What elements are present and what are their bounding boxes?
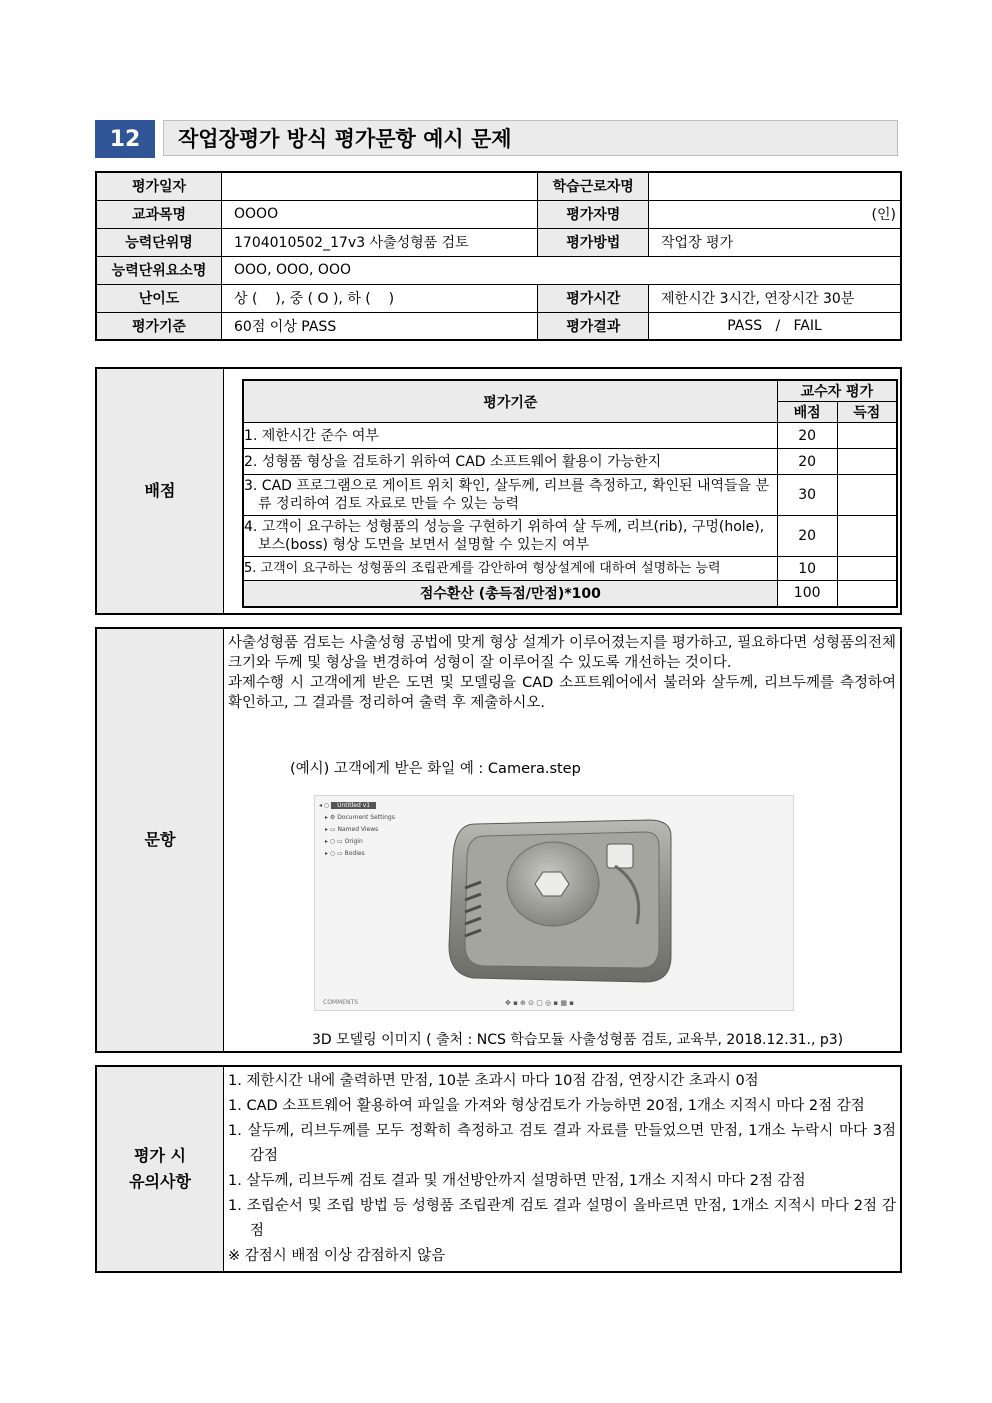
list-item: 1. 조립순서 및 조립 방법 등 성형품 조립관계 검토 결과 설명이 올바르면 만점, 1개소 지적시 마다 2점 감점 <box>228 1198 896 1239</box>
scoring-section <box>95 367 902 615</box>
tree-item-label: Named Views <box>337 826 379 833</box>
unit-value: 1704010502_17v3 사출성형품 검토 <box>222 228 538 256</box>
criterion-text: 3. CAD 프로그램으로 게이트 위치 확인, 살두께, 리브를 측정하고, 확인된 내역들을 분류 정리하여 검토 자료로 만들 수 있는 능력 <box>243 475 777 516</box>
section-header <box>95 120 900 158</box>
evaluator-value: (인) <box>649 200 901 228</box>
score-header: 득점 <box>837 402 897 423</box>
notes-list <box>228 1069 896 1269</box>
criterion-score <box>837 449 897 475</box>
eval-date-label: 평가일자 <box>96 172 222 200</box>
table-row <box>243 516 897 557</box>
criteria-value: 60점 이상 PASS <box>222 312 538 340</box>
learner-value <box>649 172 901 200</box>
total-row <box>243 581 897 607</box>
criterion-score <box>837 516 897 557</box>
evaluator-label: 평가자명 <box>538 200 649 228</box>
total-label: 점수환산 (총득점/만점)*100 <box>243 581 777 607</box>
method-label: 평가방법 <box>538 228 649 256</box>
section-number: 12 <box>95 120 155 158</box>
result-value: PASS / FAIL <box>649 312 901 340</box>
total-points: 100 <box>777 581 837 607</box>
eval-date-value <box>222 172 538 200</box>
notes-section <box>95 1065 902 1273</box>
instructor-header: 교수자 평가 <box>777 380 897 402</box>
subject-value: OOOO <box>222 200 538 228</box>
cad-screenshot <box>314 795 794 1011</box>
notes-remark: ※ 감점시 배점 이상 감점하지 않음 <box>228 1248 446 1264</box>
criteria-label: 평가기준 <box>96 312 222 340</box>
tree-item: ▸ ○ ▭ Bodies <box>325 850 365 857</box>
example-file: (예시) 고객에게 받은 화일 예 : Camera.step <box>290 761 581 777</box>
time-value: 제한시간 3시간, 연장시간 30분 <box>649 284 901 312</box>
table-row <box>243 557 897 581</box>
difficulty-label: 난이도 <box>96 284 222 312</box>
scoring-table <box>242 379 898 608</box>
difficulty-value: 상 ( ), 중 ( O ), 하 ( ) <box>222 284 538 312</box>
total-score <box>837 581 897 607</box>
criterion-score <box>837 475 897 516</box>
question-section <box>95 627 902 1053</box>
result-label: 평가결과 <box>538 312 649 340</box>
list-item: 1. 살두께, 리브두께 검토 결과 및 개선방안까지 설명하면 만점, 1개소 지적시 마다 2점 감점 <box>228 1173 806 1189</box>
element-value: OOO, OOO, OOO <box>222 256 901 284</box>
tree-item: ▸ ○ ▭ Origin <box>325 838 363 845</box>
notes-label <box>97 1067 224 1271</box>
tree-item-label: Document Settings <box>337 814 395 821</box>
question-paragraph-1: 사출성형품 검토는 사출성형 공법에 맞게 형상 설계가 이루어졌는지를 평가하고, 필요하다면 성형품의전체 크기와 두께 및 형상을 변경하여 성형이 잘 이루어질 수 있도록 개선하는 것이다. <box>228 635 896 671</box>
table-row <box>243 449 897 475</box>
method-value: 작업장 평가 <box>649 228 901 256</box>
criterion-points: 20 <box>777 423 837 449</box>
tree-item: ▸ ▭ Named Views <box>325 826 379 833</box>
subject-label: 교과목명 <box>96 200 222 228</box>
learner-label: 학습근로자명 <box>538 172 649 200</box>
tree-item: ▸ ⚙ Document Settings <box>325 814 395 821</box>
question-label: 문항 <box>97 629 224 1051</box>
criterion-points: 30 <box>777 475 837 516</box>
page-title: 작업장평가 방식 평가문항 예시 문제 <box>163 120 898 156</box>
criterion-text: 4. 고객이 요구하는 성형품의 성능을 구현하기 위하여 살 두께, 리브(rib), 구멍(hole),보스(boss) 형상 도면을 보면서 설명할 수 있는지 여부 <box>243 516 777 557</box>
info-table <box>95 171 902 341</box>
image-caption: 3D 모델링 이미지 ( 출처 : NCS 학습모듈 사출성형품 검토, 교육부, 2018.12.31., p3) <box>312 1032 844 1048</box>
viewfinder-hole <box>607 844 633 868</box>
list-item: 1. 살두께, 리브두께를 모두 정확히 측정하고 검토 결과 자료를 만들었으면 만점, 1개소 누락시 마다 3점 감점 <box>228 1123 896 1164</box>
criterion-points: 10 <box>777 557 837 581</box>
viewport-toolbar[interactable]: ✥ ▪ ⊕ ⊙ ▢ ◎ ▪ ▦ ▪ <box>505 999 574 1007</box>
points-header: 배점 <box>777 402 837 423</box>
notes-label-line-1: 평가 시 <box>134 1146 186 1165</box>
list-item: 1. CAD 소프트웨어 활용하여 파일을 가져와 형상검토가 가능하면 20점, 1개소 지적시 마다 2점 감점 <box>228 1098 865 1114</box>
criteria-header: 평가기준 <box>243 380 777 423</box>
tree-root: ◂ ○ Untitled v1 <box>319 800 395 812</box>
question-text <box>228 633 896 713</box>
tree-item-label: Bodies <box>344 850 365 857</box>
camera-model <box>315 796 793 1010</box>
criterion-points: 20 <box>777 449 837 475</box>
table-row <box>243 423 897 449</box>
list-item: 1. 제한시간 내에 출력하면 만점, 10분 초과시 마다 10점 감점, 연장시간 초과시 0점 <box>228 1073 759 1089</box>
criterion-text: 2. 성형품 형상을 검토하기 위하여 CAD 소프트웨어 활용이 가능한지 <box>243 449 777 475</box>
comments-label: COMMENTS <box>323 999 359 1006</box>
element-label: 능력단위요소명 <box>96 256 222 284</box>
unit-label: 능력단위명 <box>96 228 222 256</box>
tree-item-label: Origin <box>344 838 363 845</box>
criterion-text: 5. 고객이 요구하는 성형품의 조립관계를 감안하여 형상설계에 대하여 설명하는 능력 <box>243 557 777 581</box>
doc-title: Untitled v1 <box>331 802 376 809</box>
scoring-label: 배점 <box>97 369 224 613</box>
notes-label-line-2: 유의사항 <box>129 1172 191 1191</box>
criterion-score <box>837 423 897 449</box>
criterion-text: 1. 제한시간 준수 여부 <box>243 423 777 449</box>
question-paragraph-2: 과제수행 시 고객에게 받은 도면 및 모델링을 CAD 소프트웨어에서 불러와 살두께, 리브두께를 측정하여 확인하고, 그 결과를 정리하여 출력 후 제출하시오. <box>228 675 896 711</box>
time-label: 평가시간 <box>538 284 649 312</box>
table-row <box>243 475 897 516</box>
criterion-score <box>837 557 897 581</box>
lens-hole <box>535 872 569 896</box>
criterion-points: 20 <box>777 516 837 557</box>
